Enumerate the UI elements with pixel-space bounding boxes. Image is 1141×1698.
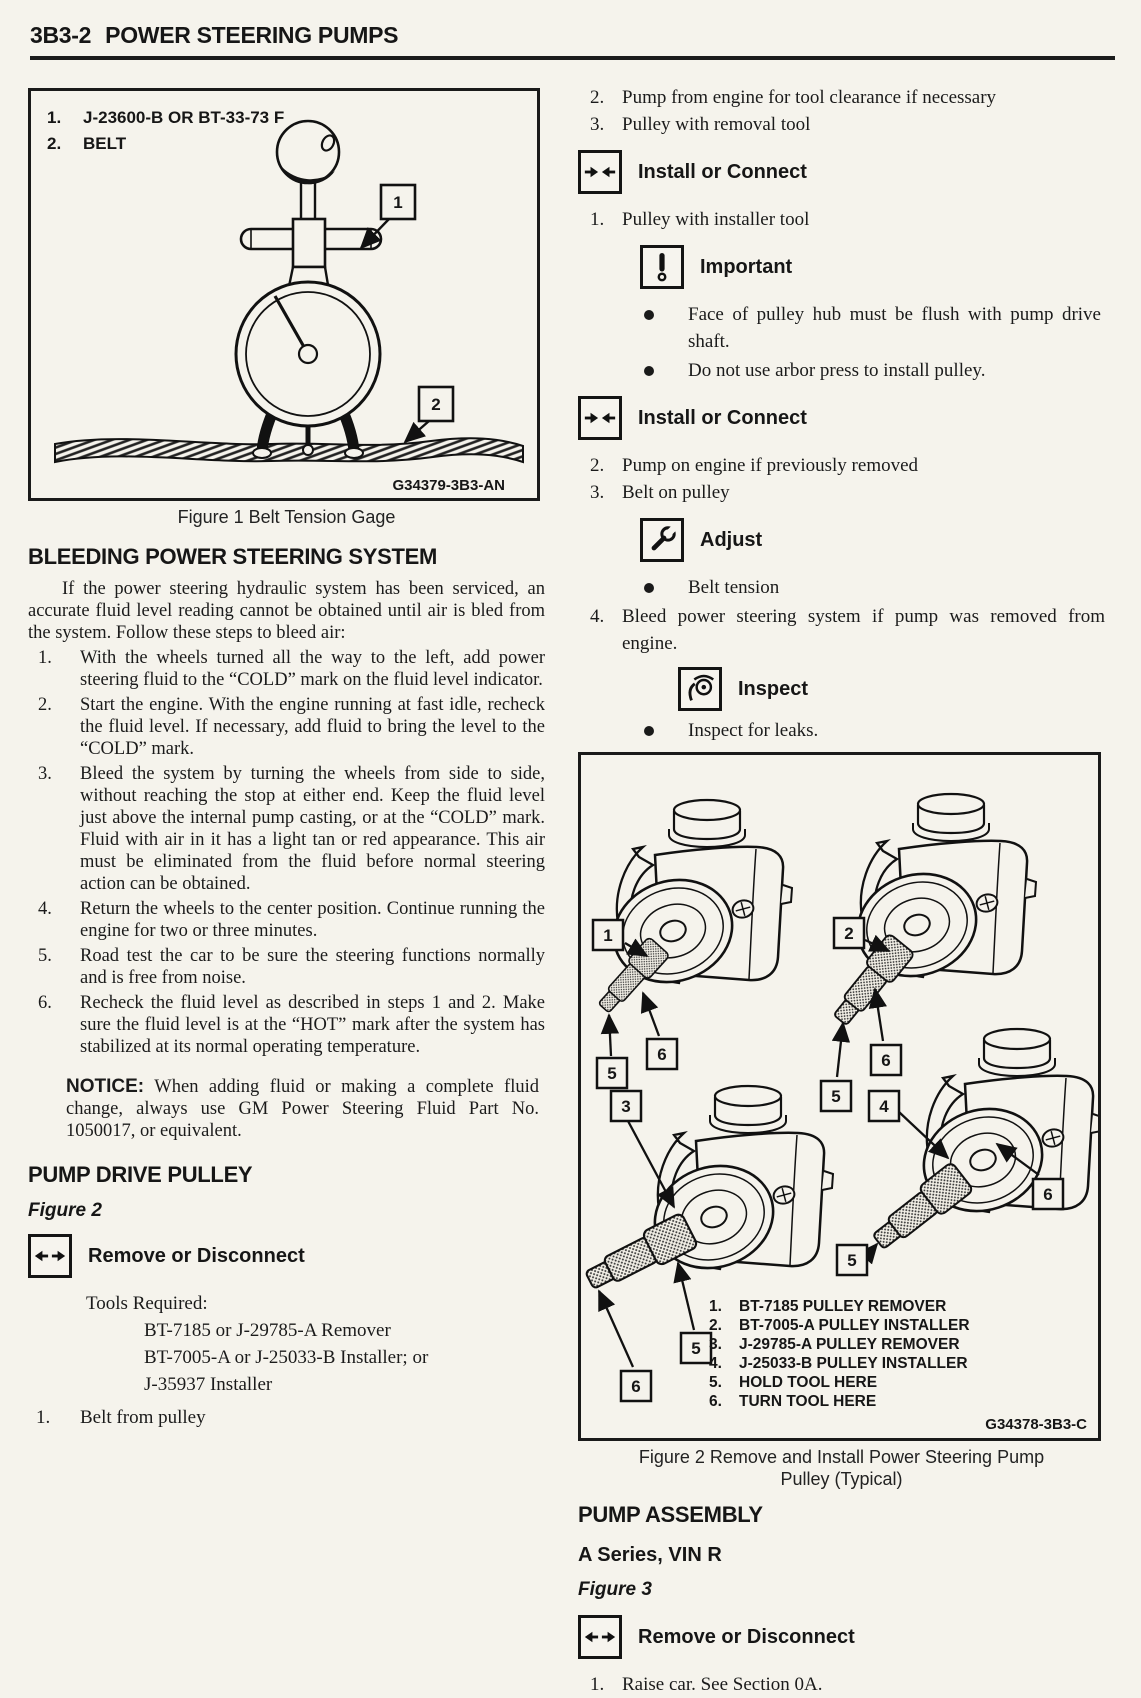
svg-text:1.: 1. — [709, 1298, 722, 1315]
tool-item: J-35937 Installer — [144, 1374, 273, 1395]
list-item: 1. With the wheels turned all the way to the left, add power steering fluid to the “COLD” mark on the fluid level indicator. — [38, 648, 545, 690]
figure1-code: G34379-3B3-AN — [392, 477, 505, 494]
page-title — [30, 22, 1115, 49]
pump-drive-pulley-heading: PUMP DRIVE PULLEY — [28, 1162, 253, 1187]
list-item: 2. Pump on engine if previously removed — [590, 455, 919, 476]
svg-text:6: 6 — [1043, 1185, 1053, 1204]
important-label: Important — [700, 255, 793, 278]
svg-text:6: 6 — [657, 1045, 667, 1064]
bleeding-intro: If the power steering hydraulic system has been serviced, an accurate fluid level reading cannot be obtained until air is bled from the system. Follow these steps to bleed air: — [28, 579, 545, 643]
figure2-callout — [611, 1091, 674, 1207]
list-item: 4. Bleed power steering system if pump was removed from engine. — [590, 606, 1105, 654]
install-or-connect-row — [578, 150, 1105, 194]
figure2-callout — [599, 1291, 651, 1401]
adjust-row — [640, 518, 1105, 562]
list-item: 2. Pump from engine for tool clearance if necessary — [590, 87, 997, 108]
section-number: 3B3-2 — [30, 22, 92, 48]
list-item: 1. Raise car. See Section 0A. — [590, 1674, 823, 1695]
figure2-callout — [597, 1015, 627, 1088]
install-or-connect-icon — [578, 396, 622, 440]
figure2-callout — [643, 993, 677, 1069]
list-item: 3. Belt on pulley — [590, 482, 730, 503]
bleeding-heading: BLEEDING POWER STEERING SYSTEM — [28, 544, 438, 569]
list-item: 3. Bleed the system by turning the wheels from side to side, without reaching the stop at either end. Keep the fluid level just above the internal pump casting, or at the “COLD” mark. Fluid with air in it has a light tan or red appearance. This air must be eliminated from the fluid before normal steering action can be obtained. — [38, 764, 545, 894]
section-title: POWER STEERING PUMPS — [105, 22, 399, 48]
svg-text:6: 6 — [631, 1377, 641, 1396]
svg-text:4: 4 — [879, 1097, 889, 1116]
svg-text:2: 2 — [844, 924, 854, 943]
svg-text:3: 3 — [621, 1097, 631, 1116]
header-rule — [30, 56, 1115, 60]
figure2-callout — [871, 989, 901, 1075]
svg-text:J-25033-B PULLEY INSTALLER: J-25033-B PULLEY INSTALLER — [739, 1355, 968, 1372]
list-item: 2. Start the engine. With the engine running at fast idle, recheck the fluid level. If necessary, add fluid to bring the level to the “COLD” mark. — [38, 695, 545, 759]
tools-required-heading: Tools Required: — [86, 1293, 208, 1314]
figure2-caption-line2: Pulley (Typical) — [780, 1469, 903, 1489]
belt-tension-gage-figure — [31, 91, 537, 498]
list-item: 1. Pulley with installer tool — [590, 209, 810, 230]
install-or-connect-label: Install or Connect — [638, 406, 807, 429]
install-or-connect-label: Install or Connect — [638, 160, 807, 183]
remove-or-disconnect-icon — [28, 1234, 72, 1278]
tools-required-block — [86, 1290, 545, 1398]
svg-text:3.: 3. — [709, 1336, 722, 1353]
svg-text:BT-7005-A PULLEY INSTALLER: BT-7005-A PULLEY INSTALLER — [739, 1317, 970, 1334]
tool-item: BT-7005-A or J-25033-B Installer; or — [144, 1347, 429, 1368]
svg-text:BT-7185 PULLEY REMOVER: BT-7185 PULLEY REMOVER — [739, 1298, 947, 1315]
figure2-callout — [837, 1244, 877, 1275]
figure3-reference: Figure 3 — [578, 1579, 652, 1600]
svg-text:5: 5 — [831, 1087, 841, 1106]
figure1-key-1-num: 1. — [47, 108, 62, 127]
bullet-dot — [644, 726, 654, 736]
figure2-caption — [578, 1446, 1105, 1490]
pump-top-right — [827, 794, 1036, 1031]
remove-or-disconnect-row — [578, 1615, 1105, 1659]
list-item: Face of pulley hub must be flush with pump drive shaft. — [644, 301, 1101, 355]
svg-text:5: 5 — [847, 1251, 857, 1270]
page-header — [30, 22, 1115, 60]
pump-top-left — [593, 800, 792, 1017]
bleeding-steps — [28, 647, 545, 1058]
figure-2-box — [578, 752, 1101, 1441]
figure-1-box — [28, 88, 540, 501]
tension-gage-drawing — [236, 121, 381, 458]
figure1-callout-2 — [405, 387, 453, 442]
notice-paragraph — [66, 1076, 539, 1142]
notice-label: NOTICE: — [66, 1076, 145, 1097]
svg-text:J-29785-A PULLEY REMOVER: J-29785-A PULLEY REMOVER — [739, 1336, 960, 1353]
list-item: Belt tension — [644, 574, 1101, 601]
svg-text:1: 1 — [603, 926, 613, 945]
bullet-dot — [644, 310, 654, 320]
inspect-icon — [678, 667, 722, 711]
pump-assembly-subheading: A Series, VIN R — [578, 1544, 722, 1566]
list-item: Do not use arbor press to install pulley. — [644, 357, 1101, 384]
left-column — [28, 88, 545, 1431]
inspect-label: Inspect — [738, 677, 809, 700]
pump-pulley-figure — [581, 755, 1098, 1438]
right-column — [578, 84, 1105, 1698]
important-row — [640, 245, 1105, 289]
install-or-connect-row — [578, 396, 1105, 440]
figure1-callout-1 — [361, 185, 415, 248]
svg-text:1: 1 — [393, 193, 403, 212]
belt-drawing — [55, 438, 523, 462]
install-or-connect-icon — [578, 150, 622, 194]
svg-text:4.: 4. — [709, 1355, 722, 1372]
list-item: 6. Recheck the fluid level as described in steps 1 and 2. Make sure the fluid level is at the “HOT” mark after the system has stabilized at its normal operating temperature. — [38, 993, 545, 1057]
figure2-callout — [678, 1263, 711, 1363]
figure1-key-1-label: J-23600-B OR BT-33-73 F — [83, 108, 285, 127]
svg-text:5.: 5. — [709, 1374, 722, 1391]
svg-text:6: 6 — [881, 1051, 891, 1070]
svg-text:HOLD TOOL HERE: HOLD TOOL HERE — [739, 1374, 878, 1391]
list-item: 1. Belt from pulley — [36, 1407, 206, 1428]
svg-text:TURN TOOL HERE: TURN TOOL HERE — [739, 1393, 877, 1410]
remove-or-disconnect-icon — [578, 1615, 622, 1659]
figure2-callout — [821, 1023, 851, 1111]
adjust-wrench-icon — [640, 518, 684, 562]
important-icon — [640, 245, 684, 289]
svg-text:6.: 6. — [709, 1393, 722, 1410]
list-item: 5. Road test the car to be sure the steering functions normally and is free from noise. — [38, 946, 545, 988]
list-item: 4. Return the wheels to the center position. Continue running the engine for two or three minutes. — [38, 899, 545, 941]
remove-or-disconnect-label: Remove or Disconnect — [638, 1625, 855, 1648]
adjust-label: Adjust — [700, 528, 763, 551]
figure2-reference: Figure 2 — [28, 1200, 102, 1221]
figure2-code: G34378-3B3-C — [985, 1416, 1087, 1433]
list-item: 3. Pulley with removal tool — [590, 114, 811, 135]
remove-or-disconnect-label: Remove or Disconnect — [88, 1244, 305, 1267]
list-item: Inspect for leaks. — [644, 717, 1101, 744]
svg-text:5: 5 — [691, 1339, 701, 1358]
bullet-dot — [644, 583, 654, 593]
figure2-legend — [709, 1298, 970, 1410]
notice-text: When adding fluid or making a complete fluid change, always use GM Power Steering Fluid Part No. 1050017, or equivalent. — [66, 1077, 539, 1141]
inspect-row — [678, 667, 1105, 711]
figure1-key-2-num: 2. — [47, 134, 62, 153]
figure2-caption-line1: Figure 2 Remove and Install Power Steering Pump — [638, 1447, 1045, 1467]
figure1-caption: Figure 1 Belt Tension Gage — [177, 507, 396, 527]
svg-text:2: 2 — [431, 395, 441, 414]
bullet-dot — [644, 366, 654, 376]
svg-text:5: 5 — [607, 1064, 617, 1083]
svg-text:2.: 2. — [709, 1317, 722, 1334]
tool-item: BT-7185 or J-29785-A Remover — [144, 1320, 391, 1341]
remove-or-disconnect-row — [28, 1234, 545, 1278]
figure1-key-2-label: BELT — [83, 134, 127, 153]
pump-assembly-heading: PUMP ASSEMBLY — [578, 1502, 763, 1527]
